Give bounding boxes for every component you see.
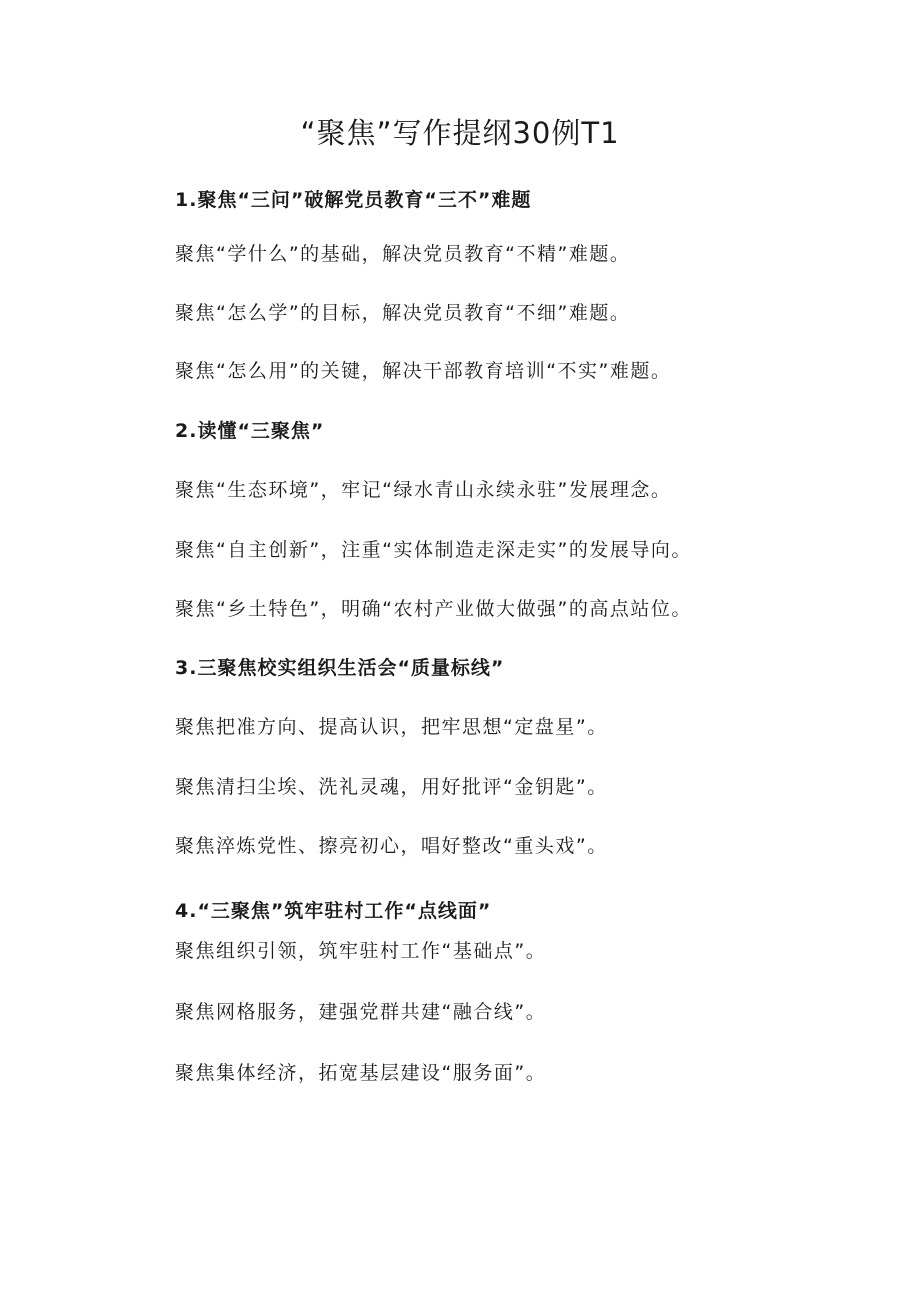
section-2-item-3: 聚焦“乡土特色”，明确“农村产业做大做强”的高点站位。 <box>175 598 692 620</box>
section-3-item-3: 聚焦淬炼党性、擦亮初心，唱好整改“重头戏”。 <box>175 835 608 857</box>
section-3-heading: 3.三聚焦校实组织生活会“质量标线” <box>175 657 505 679</box>
section-4-item-3: 聚焦集体经济，拓宽基层建设“服务面”。 <box>175 1062 547 1084</box>
section-1-item-2: 聚焦“怎么学”的目标，解决党员教育“不细”难题。 <box>175 302 631 324</box>
section-1-item-3: 聚焦“怎么用”的关键，解决干部教育培训“不实”难题。 <box>175 360 672 382</box>
section-2-item-2: 聚焦“自主创新”，注重“实体制造走深走实”的发展导向。 <box>175 539 692 561</box>
section-4-item-1: 聚焦组织引领，筑牢驻村工作“基础点”。 <box>175 940 547 962</box>
section-2-heading: 2.读懂“三聚焦” <box>175 420 325 442</box>
section-3-item-2: 聚焦清扫尘埃、洗礼灵魂，用好批评“金钥匙”。 <box>175 776 608 798</box>
section-2-item-1: 聚焦“生态环境”，牢记“绿水青山永续永驻”发展理念。 <box>175 479 672 501</box>
section-4-heading: 4.“三聚焦”筑牢驻村工作“点线面” <box>175 900 492 922</box>
section-4-item-2: 聚焦网格服务，建强党群共建“融合线”。 <box>175 1001 547 1023</box>
section-1-item-1: 聚焦“学什么”的基础，解决党员教育“不精”难题。 <box>175 243 631 265</box>
document-title: “聚焦”写作提纲30例T1 <box>300 116 620 150</box>
section-1-heading: 1.聚焦“三问”破解党员教育“三不”难题 <box>175 189 532 211</box>
section-3-item-1: 聚焦把准方向、提高认识，把牢思想“定盘星”。 <box>175 716 608 738</box>
